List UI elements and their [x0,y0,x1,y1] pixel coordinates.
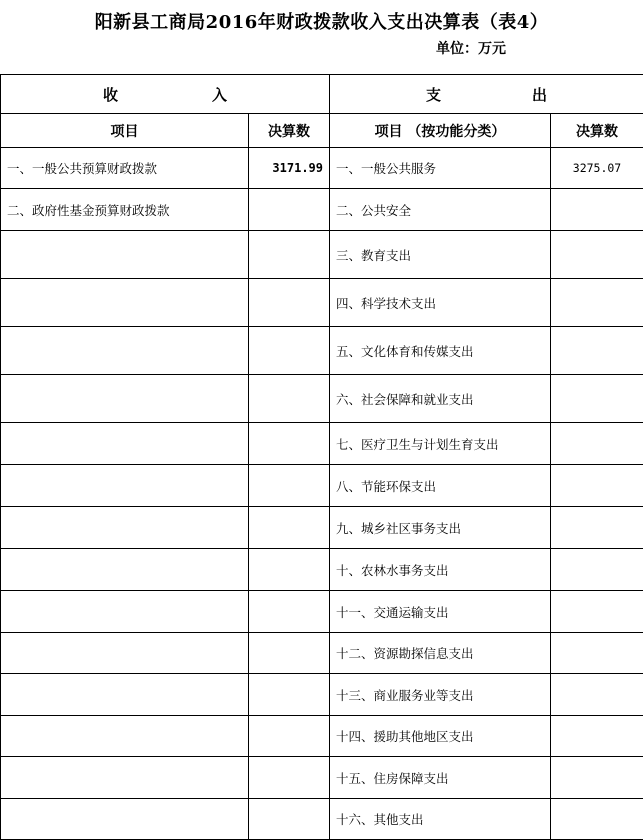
income-item-cell [1,279,249,327]
expense-amount-cell [551,674,643,716]
income-amount-cell [249,423,330,465]
income-section-char-1: 收 [103,84,118,105]
income-amount-cell [249,633,330,674]
table-row [1,279,643,327]
expense-amount-cell: 3275.07 [551,148,643,189]
expense-amount-cell [551,465,643,507]
table-row [1,507,643,549]
income-item-cell [1,591,249,633]
expense-amount-cell [551,799,643,840]
expense-item-cell: 九、城乡社区事务支出 [330,507,551,549]
income-amount-cell [249,375,330,423]
income-amount-cell [249,799,330,840]
expense-item-cell: 七、医疗卫生与计划生育支出 [330,423,551,465]
income-amount-cell [249,279,330,327]
expense-item-cell: 十六、其他支出 [330,799,551,840]
expense-item-cell: 十一、交通运输支出 [330,591,551,633]
income-section-char-2: 入 [212,84,227,105]
income-amount-cell [249,674,330,716]
expense-section-header [330,75,643,114]
expense-amount-header: 决算数 [551,114,643,148]
income-item-cell [1,799,249,840]
table-row [1,799,643,840]
income-item-cell: 二、政府性基金预算财政拨款 [1,189,249,231]
expense-amount-cell [551,633,643,674]
table-row [1,375,643,423]
table-row [1,148,643,189]
income-amount-cell [249,465,330,507]
income-item-cell [1,507,249,549]
expense-amount-cell [551,757,643,799]
column-header-row [1,114,643,148]
income-item-cell [1,674,249,716]
expense-item-cell: 四、科学技术支出 [330,279,551,327]
expense-amount-cell [551,507,643,549]
expense-amount-cell [551,591,643,633]
table-row [1,549,643,591]
income-amount-header: 决算数 [249,114,330,148]
expense-item-cell: 十二、资源勘探信息支出 [330,633,551,674]
table-row [1,591,643,633]
income-amount-cell [249,591,330,633]
income-item-header: 项目 [1,114,249,148]
expense-amount-cell [551,189,643,231]
expense-amount-cell [551,716,643,757]
income-item-cell [1,231,249,279]
expense-item-cell: 六、社会保障和就业支出 [330,375,551,423]
expense-amount-cell [551,375,643,423]
expense-item-cell: 三、教育支出 [330,231,551,279]
income-item-cell [1,375,249,423]
income-item-cell [1,423,249,465]
income-item-cell [1,549,249,591]
income-item-cell [1,716,249,757]
table-row [1,327,643,375]
expense-item-cell: 一、一般公共服务 [330,148,551,189]
section-header-row [1,75,643,114]
expense-amount-cell [551,279,643,327]
table-row [1,189,643,231]
income-amount-cell [249,327,330,375]
expense-section-char-2: 出 [532,84,547,105]
table-row [1,423,643,465]
income-item-cell: 一、一般公共预算财政拨款 [1,148,249,189]
expense-item-cell: 五、文化体育和传媒支出 [330,327,551,375]
income-amount-cell [249,189,330,231]
table-row [1,231,643,279]
report-title: 阳新县工商局2016年财政拨款收入支出决算表（表4） [0,8,643,34]
expense-item-cell: 十三、商业服务业等支出 [330,674,551,716]
table-row [1,465,643,507]
income-item-cell [1,465,249,507]
expense-item-cell: 十四、援助其他地区支出 [330,716,551,757]
expense-item-header: 项目 （按功能分类） [330,114,551,148]
income-amount-cell [249,549,330,591]
income-amount-cell: 3171.99 [249,148,330,189]
expense-item-cell: 二、公共安全 [330,189,551,231]
table-row [1,716,643,757]
budget-table [0,74,643,840]
income-item-cell [1,327,249,375]
income-section-header [1,75,330,114]
expense-amount-cell [551,231,643,279]
table-row [1,674,643,716]
income-amount-cell [249,716,330,757]
table-row [1,633,643,674]
expense-item-cell: 八、节能环保支出 [330,465,551,507]
income-amount-cell [249,757,330,799]
unit-label: 单位：万元 [436,38,506,58]
income-amount-cell [249,507,330,549]
expense-amount-cell [551,549,643,591]
expense-amount-cell [551,423,643,465]
income-item-cell [1,757,249,799]
expense-section-char-1: 支 [426,84,441,105]
expense-amount-cell [551,327,643,375]
income-amount-cell [249,231,330,279]
expense-item-cell: 十、农林水事务支出 [330,549,551,591]
table-row [1,757,643,799]
expense-item-cell: 十五、住房保障支出 [330,757,551,799]
income-item-cell [1,633,249,674]
